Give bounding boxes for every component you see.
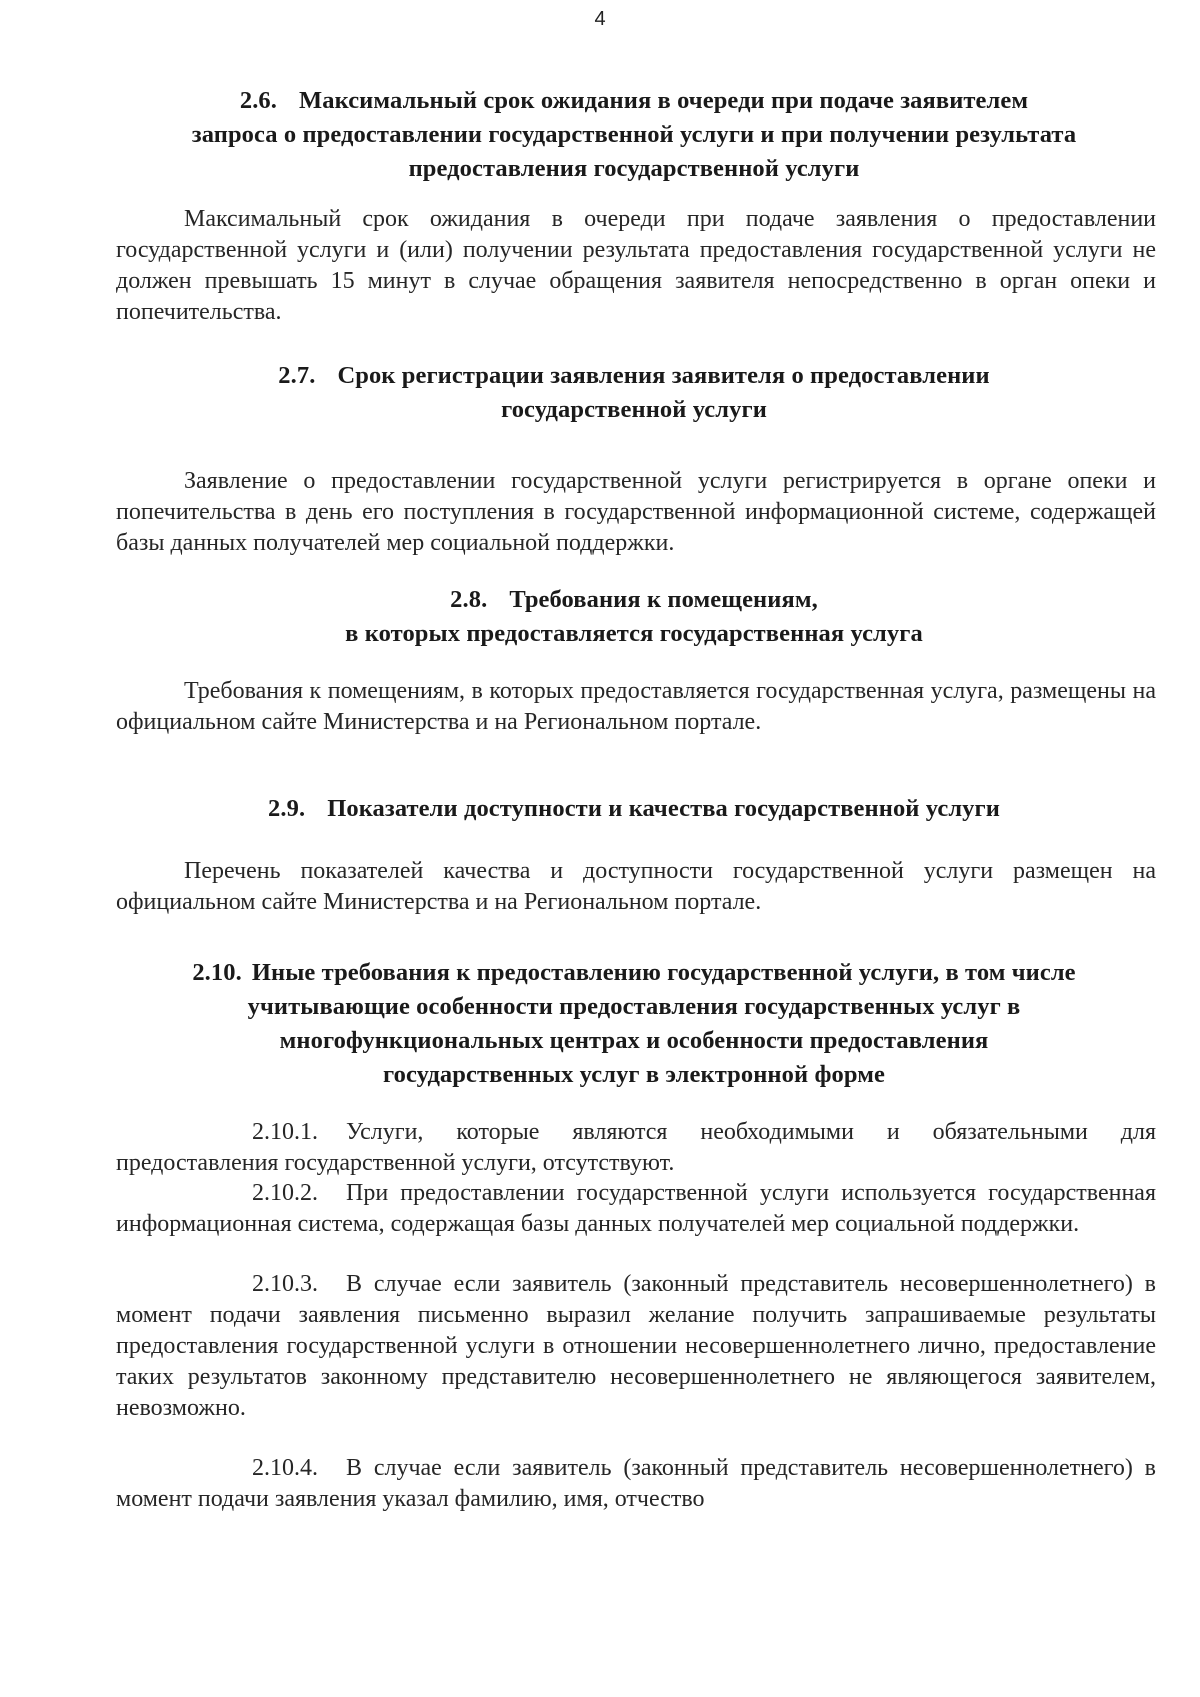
clause-2-10-2	[116, 1178, 1156, 1240]
clause-text: В случае если заявитель (законный представитель несовершеннолетнего) в момент подачи заявления указал фамилию, имя, отчество	[116, 1455, 1156, 1512]
paragraph-2-9: Перечень показателей качества и доступности государственной услуги размещен на официальном сайте Министерства и на Региональном портале.	[116, 858, 1156, 915]
clause-number: 2.10.1.	[252, 1119, 318, 1145]
paragraph-2-6: Максимальный срок ожидания в очереди при подаче заявления о предоставлении государственной услуги и (или) получении результата предоставления государственной услуги не должен превышать 15 минут в случае обращения заявителя непосредственно в орган опеки и попечительства.	[116, 206, 1156, 325]
clause-text: В случае если заявитель (законный представитель несовершеннолетнего) в момент подачи заявления письменно выразил желание получить запрашиваемые результаты предоставления государственной услуги в отношении несовершеннолетнего лично, предоставление таких результатов законному представителю несовершеннолетнего не являющегося заявителем, невозможно.	[116, 1271, 1156, 1421]
heading-continuation: запроса о предоставлении государственной услуги и при получении результата предоставления государственной услуги	[191, 121, 1077, 182]
clause-2-10-4	[116, 1453, 1156, 1515]
section-number: 2.9.	[268, 795, 306, 822]
heading-title: Максимальный срок ожидания в очереди при подаче заявителем	[299, 87, 1029, 114]
clause-number: 2.10.3.	[252, 1271, 318, 1297]
section-heading-2-6	[112, 84, 1156, 186]
heading-title: Требования к помещениям,	[509, 586, 818, 613]
heading-title: Срок регистрации заявления заявителя о предоставлении	[337, 362, 990, 389]
clause-number: 2.10.2.	[252, 1180, 318, 1206]
heading-title: Иные требования к предоставлению государственной услуги, в том числе	[251, 959, 1076, 986]
heading-line-1	[112, 792, 1156, 826]
heading-line-1	[112, 583, 1156, 617]
clause-text: При предоставлении государственной услуги используется государственная информационная система, содержащая базы данных получателей мер социальной поддержки.	[116, 1180, 1156, 1237]
section-heading-2-10	[112, 956, 1156, 1092]
heading-continuation: учитывающие особенности предоставления государственных услуг в многофункциональных центрах и особенности предоставления государственных услуг в электронной форме	[247, 993, 1021, 1088]
heading-continuation: государственной услуги	[501, 396, 767, 423]
clause-2-10-1	[116, 1117, 1156, 1179]
page-number: 4	[594, 8, 606, 30]
paragraph-2-7: Заявление о предоставлении государственной услуги регистрируется в органе опеки и попечительства в день его поступления в государственной информационной системе, содержащей базы данных получателей мер социальной поддержки.	[116, 468, 1156, 556]
heading-line-1	[112, 956, 1156, 990]
section-heading-2-8	[112, 583, 1156, 651]
section-heading-2-9	[112, 792, 1156, 826]
paragraph-2-8: Требования к помещениям, в которых предоставляется государственная услуга, размещены на официальном сайте Министерства и на Региональном портале.	[116, 678, 1156, 735]
clause-2-10-3	[116, 1269, 1156, 1424]
heading-continuation: в которых предоставляется государственная услуга	[345, 620, 923, 647]
section-number: 2.10.	[192, 959, 242, 986]
section-number: 2.8.	[450, 586, 488, 613]
clause-text: Услуги, которые являются необходимыми и обязательными для предоставления государственной услуги, отсутствуют.	[116, 1119, 1156, 1176]
section-heading-2-7	[112, 359, 1156, 427]
heading-line-1	[112, 359, 1156, 393]
section-number: 2.6.	[239, 87, 278, 114]
section-number: 2.7.	[278, 362, 316, 389]
heading-title: Показатели доступности и качества государственной услуги	[327, 795, 1000, 822]
clause-number: 2.10.4.	[252, 1455, 318, 1481]
heading-line-1	[112, 84, 1156, 118]
